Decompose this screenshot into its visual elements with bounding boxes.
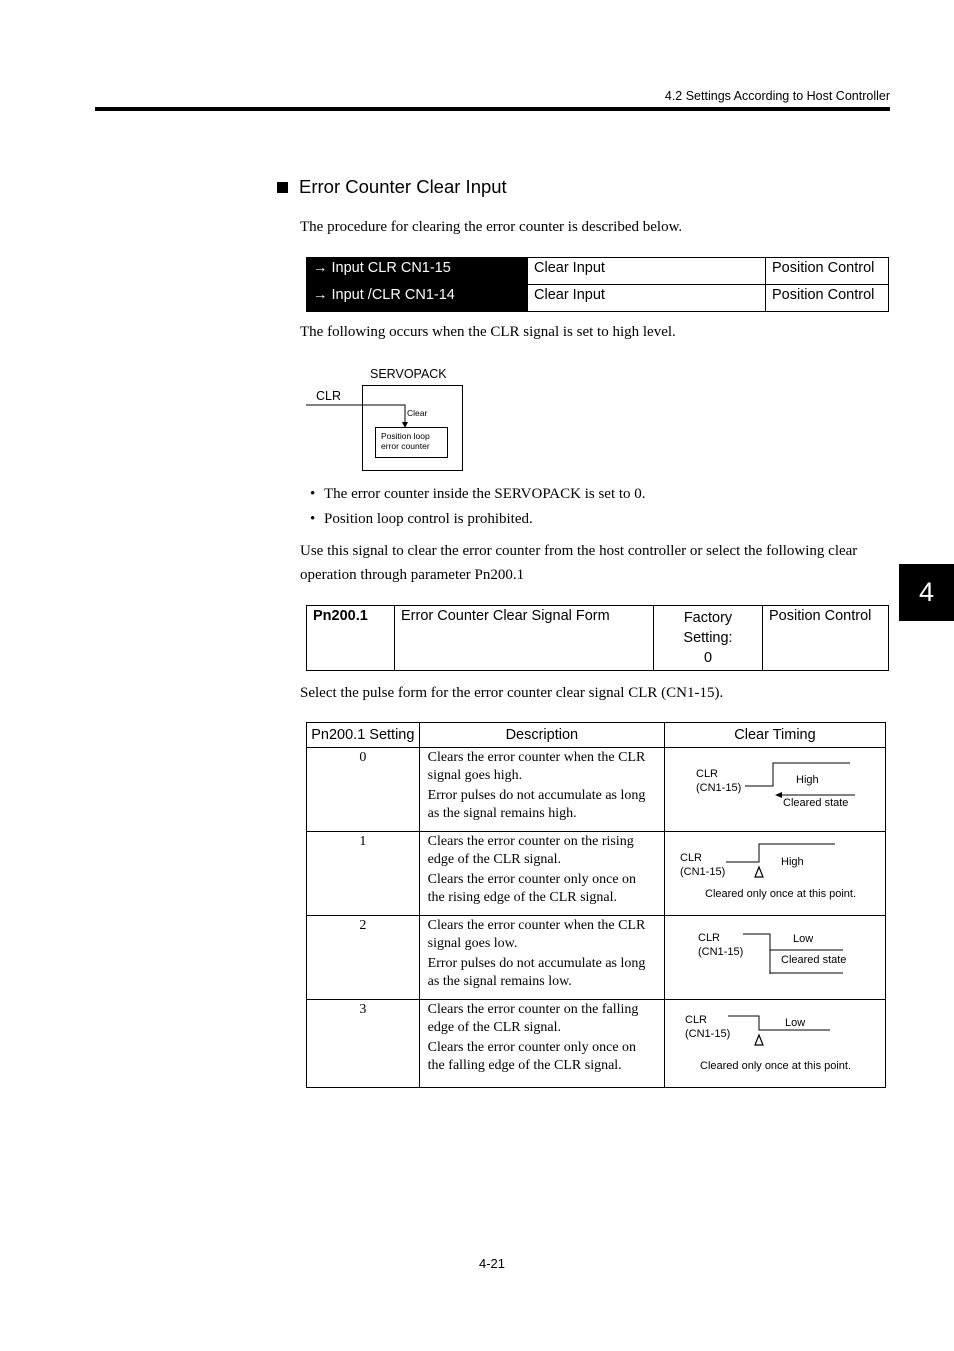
- table-row: [307, 748, 886, 832]
- timing-level-label: High: [780, 856, 804, 868]
- param-name: Pn200.1: [307, 606, 395, 671]
- timing-signal-label: CLR: [679, 852, 702, 864]
- factory-value: 0: [703, 650, 713, 666]
- table-row: [307, 258, 889, 285]
- timing-level-label: Low: [792, 933, 814, 945]
- clear-timing: [664, 1000, 885, 1088]
- high-level-paragraph: The following occurs when the CLR signal is set to high level.: [300, 324, 676, 340]
- setting-description: [419, 1000, 664, 1088]
- section-title: Error Counter Clear Input: [299, 176, 507, 197]
- square-bullet-icon: [277, 182, 288, 193]
- setting-value: 3: [307, 1000, 420, 1088]
- timing-signal-label: CLR: [697, 932, 720, 944]
- param-description: Error Counter Clear Signal Form: [395, 606, 654, 671]
- signal-cell: → Input CLR CN1-15: [307, 258, 528, 285]
- servopack-label: SERVOPACK: [370, 367, 447, 381]
- timing-diagram: [665, 916, 885, 995]
- use-paragraph: Use this signal to clear the error counter from the host controller or select the following clear operation through parameter Pn200.1: [300, 543, 858, 583]
- table-row: [307, 832, 886, 916]
- counter-label-1: Position loop: [381, 431, 430, 441]
- delta-marker-icon: [755, 867, 763, 877]
- clr-label: CLR: [316, 389, 342, 403]
- timing-signal-label: CLR: [695, 768, 718, 780]
- timing-diagram: [665, 832, 885, 911]
- description-line: Error pulses do not accumulate as long as the signal remains high.: [427, 788, 646, 821]
- timing-waveform: [728, 1016, 830, 1030]
- header-rule: [95, 107, 890, 111]
- page-number: 4-21: [478, 1256, 506, 1271]
- timing-pin-label: (CN1-15): [697, 946, 744, 958]
- timing-note: Cleared only once at this point.: [704, 888, 857, 900]
- function-cell: Clear Input: [528, 285, 766, 312]
- intro-paragraph: The procedure for clearing the error counter is described below.: [300, 219, 683, 235]
- timing-pin-label: (CN1-15): [695, 782, 742, 794]
- timing-diagram: [665, 748, 885, 827]
- timing-note: Cleared state: [782, 797, 849, 809]
- clear-label: Clear: [407, 408, 428, 418]
- timing-level-label: High: [795, 774, 819, 786]
- description-line: Error pulses do not accumulate as long as the signal remains low.: [427, 956, 646, 989]
- table-row: [307, 1000, 886, 1088]
- parameter-table: [306, 605, 889, 671]
- chapter-tab: 4: [899, 564, 954, 621]
- mode-cell: Position Control: [766, 285, 889, 312]
- running-header: 4.2 Settings According to Host Controller: [664, 89, 890, 103]
- setting-value: 1: [307, 832, 420, 916]
- clr-signal-line: [306, 405, 405, 423]
- column-header: Clear Timing: [664, 723, 885, 748]
- column-header: Pn200.1 Setting: [307, 723, 420, 748]
- description-line: Clears the error counter only once on the falling edge of the CLR signal.: [427, 1040, 637, 1073]
- description-line: Clears the error counter when the CLR signal goes high.: [427, 750, 646, 783]
- timing-diagram: [665, 1000, 885, 1083]
- mode-cell: Position Control: [766, 258, 889, 285]
- setting-label: Setting:: [683, 630, 733, 646]
- setting-description: [419, 916, 664, 1000]
- setting-value: 2: [307, 916, 420, 1000]
- list-item: • The error counter inside the SERVOPACK is set to 0.: [310, 482, 646, 507]
- setting-description: [419, 748, 664, 832]
- signal-table: [306, 257, 889, 312]
- setting-value: 0: [307, 748, 420, 832]
- select-paragraph: Select the pulse form for the error counter clear signal CLR (CN1-15).: [300, 685, 724, 701]
- timing-pin-label: (CN1-15): [679, 866, 726, 878]
- clr-diagram: [300, 360, 480, 475]
- arrow-left-icon: [775, 792, 782, 798]
- counter-label-2: error counter: [381, 441, 430, 451]
- signal-cell: → Input /CLR CN1-14: [307, 285, 528, 312]
- column-header: Description: [419, 723, 664, 748]
- clear-timing: [664, 916, 885, 1000]
- timing-note: Cleared state: [780, 954, 847, 966]
- timing-note: Cleared only once at this point.: [699, 1060, 852, 1072]
- factory-label: Factory: [683, 610, 733, 626]
- factory-setting: [654, 606, 763, 671]
- description-line: Clears the error counter on the falling edge of the CLR signal.: [427, 1002, 639, 1035]
- delta-marker-icon: [755, 1035, 763, 1045]
- bullet-list: [310, 482, 646, 532]
- settings-table: [306, 722, 886, 1088]
- setting-description: [419, 832, 664, 916]
- table-row: [307, 916, 886, 1000]
- timing-signal-label: CLR: [684, 1014, 707, 1026]
- description-line: Clears the error counter when the CLR signal goes low.: [427, 918, 646, 951]
- section-heading: [277, 176, 507, 198]
- description-line: Clears the error counter on the rising edge of the CLR signal.: [427, 834, 634, 867]
- description-line: Clears the error counter only once on the rising edge of the CLR signal.: [427, 872, 637, 905]
- param-mode: Position Control: [763, 606, 889, 671]
- timing-level-label: Low: [784, 1017, 806, 1029]
- list-item: • Position loop control is prohibited.: [310, 507, 646, 532]
- timing-pin-label: (CN1-15): [684, 1028, 731, 1040]
- table-row: [307, 606, 889, 671]
- clear-timing: [664, 748, 885, 832]
- function-cell: Clear Input: [528, 258, 766, 285]
- table-header-row: [307, 723, 886, 748]
- clear-timing: [664, 832, 885, 916]
- table-row: [307, 285, 889, 312]
